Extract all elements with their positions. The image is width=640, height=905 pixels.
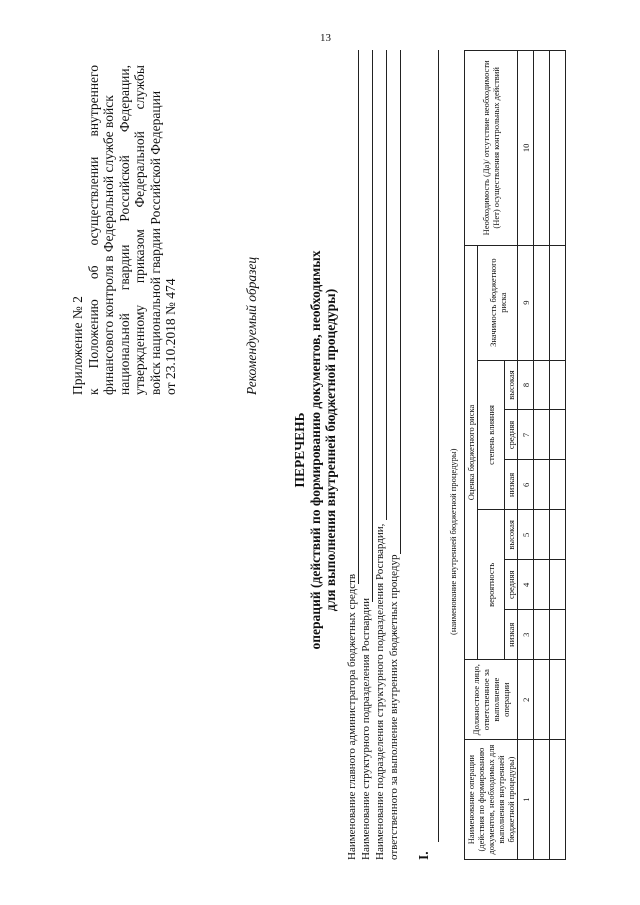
- appendix-line: утвержденному приказом Федеральной службы: [132, 65, 147, 395]
- table-cell: [550, 740, 566, 860]
- column-number: 6: [518, 460, 534, 510]
- column-number: 8: [518, 360, 534, 410]
- table-cell: [550, 660, 566, 740]
- table-row: [550, 51, 566, 860]
- column-number: 3: [518, 610, 534, 660]
- table-cell: [534, 560, 550, 610]
- table-cell: [534, 660, 550, 740]
- operations-table: [464, 50, 566, 860]
- appendix-line: Приложение № 2: [70, 296, 85, 395]
- appendix-block: [70, 65, 179, 395]
- appendix-line: финансового контроля в Федеральной службе войск: [101, 95, 116, 395]
- header-risk-assessment: Оценка бюджетного риска: [465, 245, 478, 660]
- table-cell: [550, 610, 566, 660]
- table-row: [534, 51, 550, 860]
- table-cell: [534, 410, 550, 460]
- table-cell: [534, 460, 550, 510]
- header-impact: степень влияния: [478, 360, 505, 510]
- table-cell: [550, 460, 566, 510]
- field-subunit-label: Наименование подразделения структурного подразделения Росгвардии,: [374, 523, 386, 860]
- column-number: 7: [518, 410, 534, 460]
- sample-label: Рекомендуемый образец: [244, 256, 259, 395]
- header-official: Должностное лицо, ответственное за выполнение операции: [465, 660, 518, 740]
- appendix-line: к Положению об осуществлении внутреннего: [85, 65, 101, 395]
- header-significance: Значимость бюджетного риска: [478, 245, 518, 360]
- header-level: высокая: [505, 510, 518, 560]
- header-level: средняя: [505, 410, 518, 460]
- header-level: низкая: [505, 610, 518, 660]
- table-cell: [550, 51, 566, 246]
- table-cell: [550, 560, 566, 610]
- table-cell: [550, 245, 566, 360]
- appendix-line: от 23.10.2018 № 474: [163, 278, 178, 395]
- rotated-sheet: [60, 40, 580, 860]
- procedure-name-line: [438, 50, 439, 842]
- table-cell: [534, 510, 550, 560]
- table-cell: [550, 360, 566, 410]
- table-cell: [534, 610, 550, 660]
- table-cell: [534, 740, 550, 860]
- table-cell: [534, 245, 550, 360]
- appendix-line: национальной гвардии Российской Федерации,: [116, 65, 132, 395]
- table-cell: [534, 51, 550, 246]
- column-number: 9: [518, 245, 534, 360]
- column-number: 1: [518, 740, 534, 860]
- column-number: 10: [518, 51, 534, 246]
- field-unit-label: Наименование структурного подразделения Росгвардии: [360, 598, 372, 860]
- header-probability: вероятность: [478, 510, 505, 660]
- title-line: операций (действий по формированию документов, необходимых: [307, 250, 323, 650]
- document-title: [292, 40, 339, 860]
- title-heading: ПЕРЕЧЕНЬ: [292, 412, 307, 488]
- header-level: средняя: [505, 560, 518, 610]
- header-operation: Наименование операции (действия по формированию документов, необходимых для выполнения внутренней бюджетной процедуры): [465, 740, 518, 860]
- title-line: для выполнения внутренней бюджетной процедуры): [323, 288, 338, 612]
- column-number: 5: [518, 510, 534, 560]
- table-cell: [534, 360, 550, 410]
- field-unit-line: [372, 50, 373, 602]
- column-number: 4: [518, 560, 534, 610]
- table-cell: [550, 510, 566, 560]
- header-level: высокая: [505, 360, 518, 410]
- header-level: низкая: [505, 460, 518, 510]
- section-number: I.: [416, 851, 431, 860]
- field-subunit-label-2: ответственного за выполнение внутренних бюджетных процедур: [388, 554, 400, 860]
- field-subunit-line-2: [400, 50, 401, 554]
- procedure-caption: (наименование внутренней бюджетной процедуры): [448, 448, 458, 635]
- field-admin-line: [358, 50, 359, 584]
- table-cell: [550, 410, 566, 460]
- field-admin-label: Наименование главного администратора бюджетных средств: [346, 573, 358, 860]
- header-necessity: Необходимость (Да)/ отсутствие необходимости (Нет) осуществления контрольных действий: [465, 51, 518, 246]
- column-number: 2: [518, 660, 534, 740]
- field-subunit-line: [386, 50, 387, 520]
- appendix-line: войск национальной гвардии Российской Федерации: [147, 90, 163, 395]
- page-number: 13: [320, 32, 331, 44]
